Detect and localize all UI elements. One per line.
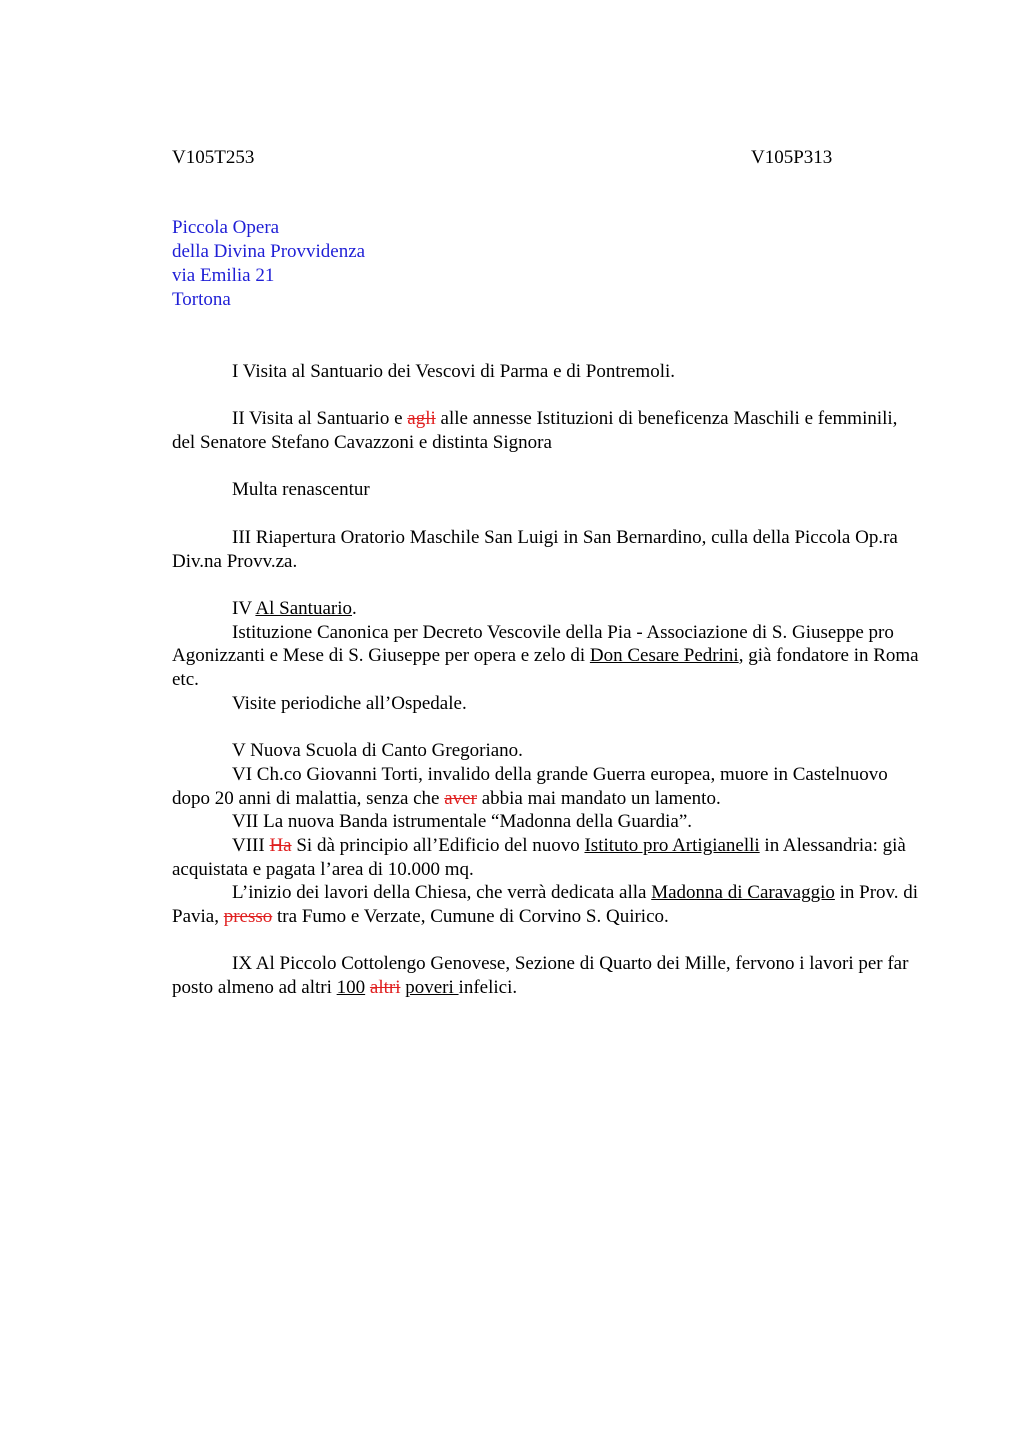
paragraph-istituzione: Istituzione Canonica per Decreto Vescovile della Pia - Associazione di S. Giuseppe pro Agonizzanti e Mese di S. Giuseppe per opera e zelo di Don Cesare Pedrini, già fondatore in Roma etc. xyxy=(172,621,919,691)
underlined-text: Al Santuario xyxy=(255,597,352,619)
paragraph-i: I Visita al Santuario dei Vescovi di Parma e di Pontremoli. xyxy=(232,361,676,382)
paragraph-visite: Visite periodiche all’Ospedale. xyxy=(232,692,467,714)
deleted-text: aver xyxy=(444,787,477,809)
underlined-text: poveri xyxy=(405,977,459,999)
document-body xyxy=(172,360,924,1000)
deleted-text: Ha xyxy=(269,834,292,856)
paragraph-ii: II Visita al Santuario e agli alle annesse Istituzioni di beneficenza Maschili e femminili, del Senatore Stefano Cavazzoni e distinta Signora xyxy=(172,408,898,454)
paragraph-vi: VI Ch.co Giovanni Torti, invalido della grande Guerra europea, muore in Castelnuovo dopo 20 anni di malattia, senza che aver abbia mai mandato un lamento. xyxy=(172,763,888,809)
paragraph-motto: Multa renascentur xyxy=(232,479,370,501)
deleted-text: altri xyxy=(369,977,401,999)
paragraph-iv: IV Al Santuario. xyxy=(232,597,357,619)
address-line: Piccola Opera xyxy=(172,217,280,238)
paragraph-viii: VIII Ha Si dà principio all’Edificio del nuovo Istituto pro Artigianelli in Alessandria: già acquistata e pagata l’area di 10.000 mq. xyxy=(172,834,906,880)
deleted-text: presso xyxy=(223,906,273,928)
address-line: via Emilia 21 xyxy=(172,265,275,286)
underlined-text: 100 xyxy=(336,977,366,999)
paragraph-chiesa: L’inizio dei lavori della Chiesa, che verrà dedicata alla Madonna di Caravaggio in Prov. di Pavia, presso tra Fumo e Verzate, Cumune di Corvino S. Quirico. xyxy=(172,882,919,928)
underlined-text: Don Cesare Pedrini xyxy=(589,645,739,667)
paragraph-vii: VII La nuova Banda istrumentale “Madonna della Guardia”. xyxy=(232,811,693,833)
paragraph-iii: III Riapertura Oratorio Maschile San Luigi in San Bernardino, culla della Piccola Op.ra Div.na Provv.za. xyxy=(172,526,898,572)
address-line: Tortona xyxy=(172,289,231,310)
address-block xyxy=(172,216,365,312)
paragraph-ix: IX Al Piccolo Cottolengo Genovese, Sezione di Quarto dei Mille, fervono i lavori per far posto almeno ad altri 100 altri poveri infelici. xyxy=(172,953,909,999)
document-code-left: V105T253 xyxy=(172,147,255,168)
underlined-text: Istituto pro Artigianelli xyxy=(584,834,760,856)
deleted-text: agli xyxy=(407,408,436,430)
document-code-right: V105P313 xyxy=(751,147,833,168)
paragraph-v: V Nuova Scuola di Canto Gregoriano. xyxy=(232,740,523,762)
underlined-text: Madonna di Caravaggio xyxy=(651,882,835,904)
address-line: della Divina Provvidenza xyxy=(172,241,366,262)
